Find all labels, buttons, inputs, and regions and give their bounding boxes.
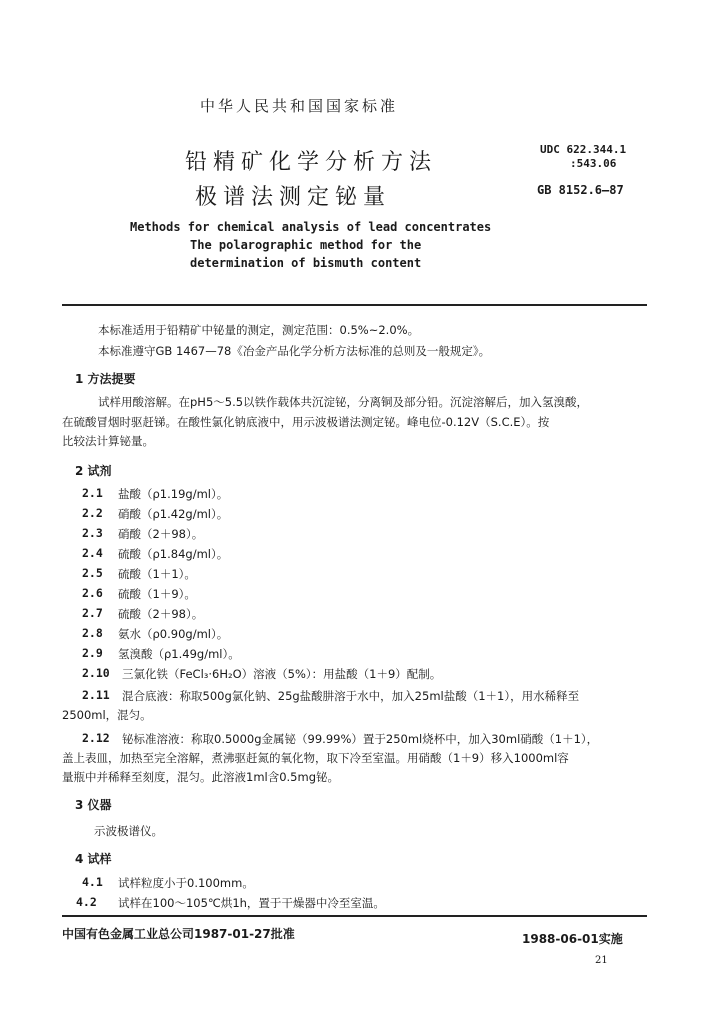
reagent-number: 2.2 (82, 506, 103, 520)
reagent-text: 硫酸（ρ1.84g/ml）。 (118, 547, 229, 561)
reagent-text: 氨水（ρ0.90g/ml）。 (118, 627, 229, 641)
reagent-text: 硝酸（2＋98）。 (118, 527, 204, 541)
title-english-line3: determination of bismuth content (190, 256, 422, 270)
udc-code-continued: :543.06 (570, 157, 617, 170)
scope-paragraph: 本标准适用于铅精矿中铋量的测定，测定范围：0.5%~2.0%。 (98, 323, 420, 337)
sample-text: 试样在100～105℃烘1h，置于干燥器中冷至室温。 (118, 896, 385, 910)
approval-statement: 中国有色金属工业总公司1987-01-27批准 (62, 927, 295, 941)
reagent-text: 盖上表皿，加热至完全溶解，煮沸驱赶氮的氧化物，取下冷至室温。用硝酸（1＋9）移入1000ml容 (62, 751, 569, 765)
footer-divider (62, 915, 647, 917)
reagent-text: 铋标准溶液：称取0.5000g金属铋（99.99%）置于250ml烧杯中，加入30ml硝酸（1＋1）， (122, 732, 599, 746)
title-english-line1: Methods for chemical analysis of lead concentrates (130, 220, 492, 234)
reagent-number: 2.8 (82, 626, 103, 640)
reagent-text: 氢溴酸（ρ1.49g/ml）。 (118, 647, 240, 661)
standard-body: 中华人民共和国国家标准 (200, 97, 399, 115)
title-chinese-line1: 铅精矿化学分析方法 (185, 150, 438, 175)
sample-number: 4.1 (82, 875, 103, 889)
reagent-number: 2.11 (82, 688, 110, 702)
reagent-text: 盐酸（ρ1.19g/ml）。 (118, 487, 229, 501)
method-summary-line: 试样用酸溶解。在pH5～5.5以铁作载体共沉淀铋，分离铜及部分铅。沉淀溶解后，加入氢溴酸， (98, 395, 589, 409)
udc-code: UDC 622.344.1 (540, 143, 627, 156)
instrument-text: 示波极谱仪。 (94, 824, 163, 838)
reagent-text: 硫酸（1＋1）。 (118, 567, 196, 581)
reagent-text: 硝酸（ρ1.42g/ml）。 (118, 507, 229, 521)
reagent-text: 硫酸（2＋98）。 (118, 607, 204, 621)
compliance-paragraph: 本标准遵守GB 1467—78《冶金产品化学分析方法标准的总则及一般规定》。 (98, 344, 491, 358)
reagent-text: 2500ml，混匀。 (62, 708, 152, 722)
method-summary-line: 在硫酸冒烟时驱赶锑。在酸性氯化钠底液中，用示波极谱法测定铋。峰电位-0.12V（S.C.E）。按 (62, 415, 550, 429)
reagent-number: 2.4 (82, 546, 103, 560)
reagent-number: 2.7 (82, 606, 103, 620)
sample-text: 试样粒度小于0.100mm。 (118, 876, 254, 890)
reagent-number: 2.9 (82, 646, 103, 660)
reagent-number: 2.12 (82, 731, 110, 745)
reagent-text: 硫酸（1＋9）。 (118, 587, 196, 601)
reagent-number: 2.3 (82, 526, 103, 540)
section-1-heading: 1 方法提要 (75, 372, 136, 386)
header-divider (62, 304, 647, 306)
method-summary-line: 比较法计算铋量。 (62, 434, 154, 448)
reagent-text: 量瓶中并稀释至刻度，混匀。此溶液1ml含0.5mg铋。 (62, 770, 340, 784)
reagent-number: 2.5 (82, 566, 103, 580)
reagent-text: 混合底液：称取500g氯化钠、25g盐酸肼溶于水中，加入25ml盐酸（1＋1），用水稀释至 (122, 689, 580, 703)
reagent-number: 2.1 (82, 486, 103, 500)
title-english-line2: The polarographic method for the (190, 238, 422, 252)
page-number: 21 (595, 955, 608, 966)
reagent-text: 三氯化铁（FeCl₃·6H₂O）溶液（5%）：用盐酸（1＋9）配制。 (122, 667, 442, 681)
section-4-heading: 4 试样 (75, 852, 112, 866)
gb-number: GB 8152.6—87 (537, 183, 624, 197)
reagent-number: 2.6 (82, 586, 103, 600)
reagent-number: 2.10 (82, 666, 110, 680)
section-2-heading: 2 试剂 (75, 464, 112, 478)
title-chinese-line2: 极谱法测定铋量 (195, 185, 392, 210)
implementation-date: 1988-06-01实施 (522, 932, 623, 946)
sample-number: 4.2 (76, 895, 97, 909)
section-3-heading: 3 仪器 (75, 798, 112, 812)
